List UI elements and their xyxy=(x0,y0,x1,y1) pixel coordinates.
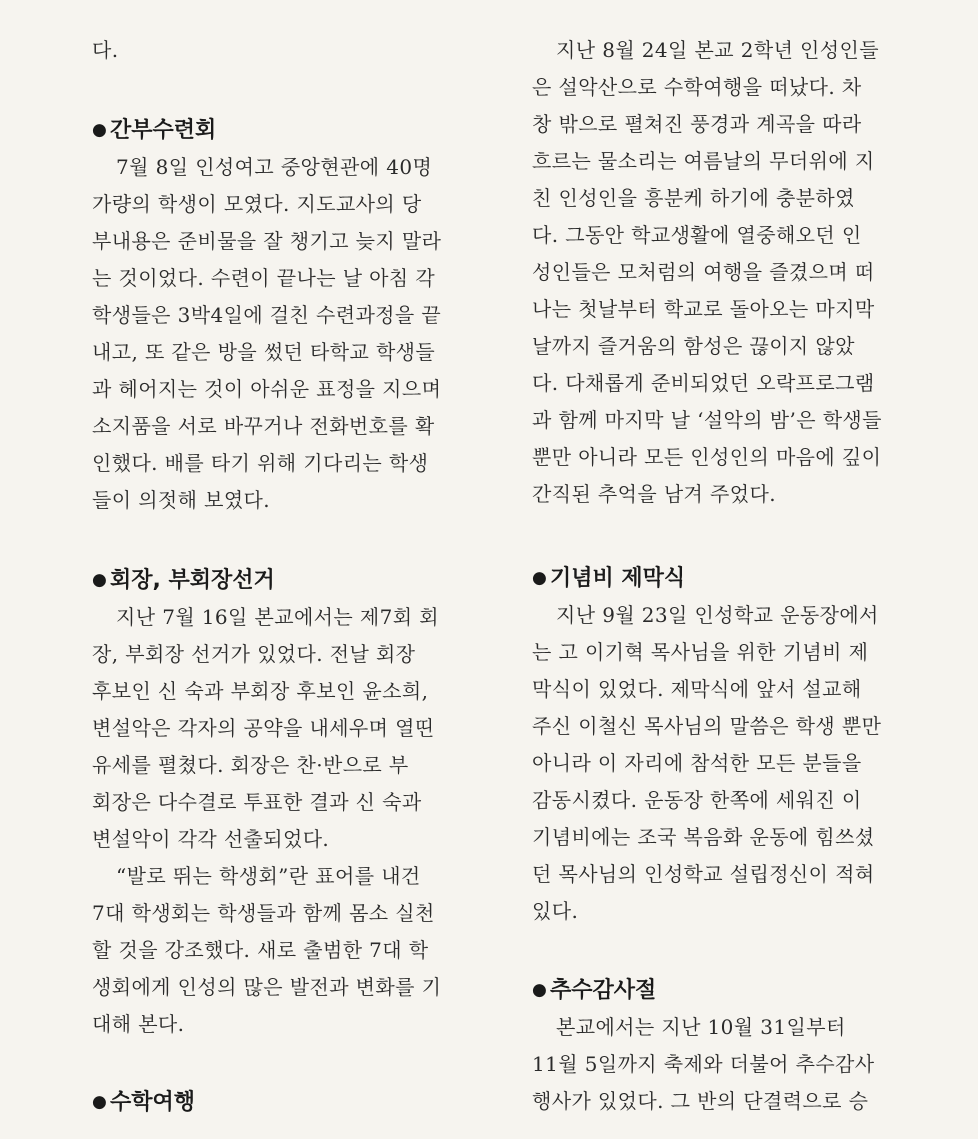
left-top-fragment: 다. xyxy=(92,38,119,62)
paragraph-line: 후보인 신 숙과 부회장 후보인 윤소희, xyxy=(92,679,429,703)
paragraph-line: 감동시켰다. 운동장 한쪽에 세워진 이 xyxy=(532,788,862,812)
paragraph-line: 대해 본다. xyxy=(92,1012,185,1036)
paragraph-line: 회장은 다수결로 투표한 결과 신 숙과 xyxy=(92,790,422,814)
paragraph-line: 과 헤어지는 것이 아쉬운 표정을 지으며 xyxy=(92,377,442,401)
paragraph-line: 부내용은 준비물을 잘 챙기고 늦지 말라 xyxy=(92,229,442,253)
paragraph-line: 생회에게 인성의 많은 발전과 변화를 기 xyxy=(92,975,442,999)
bullet-icon: ● xyxy=(92,570,107,590)
heading-memorial-unveiling: ● 기념비 제막식 xyxy=(532,566,686,591)
paragraph-line: 다. 그동안 학교생활에 열중해오던 인 xyxy=(532,223,862,247)
paragraph-line: 던 목사님의 인성학교 설립정신이 적혀 xyxy=(532,862,875,886)
paragraph-line: 7대 학생회는 학생들과 함께 몸소 실천 xyxy=(92,901,435,925)
paragraph-line: 나는 첫날부터 학교로 돌아오는 마지막 xyxy=(532,297,875,321)
paragraph-line: 지난 9월 23일 인성학교 운동장에서 xyxy=(556,603,879,627)
bullet-icon: ● xyxy=(92,1092,107,1112)
paragraph-line: 은 설악산으로 수학여행을 떠났다. 차 xyxy=(532,75,862,99)
paragraph-line: 행사가 있었다. 그 반의 단결력으로 승 xyxy=(532,1089,869,1113)
paragraph-line: 소지품을 서로 바꾸거나 전화번호를 확 xyxy=(92,414,435,438)
paragraph-line: 간직된 추억을 남겨 주었다. xyxy=(532,482,776,506)
paragraph-line: 는 것이었다. 수련이 끝나는 날 아침 각 xyxy=(92,266,436,290)
paragraph-line: 과 함께 마지막 날 ‘설악의 밤’은 학생들 xyxy=(532,408,882,432)
paragraph-line: 막식이 있었다. 제막식에 앞서 설교해 xyxy=(532,677,862,701)
heading-school-trip: ● 수학여행 xyxy=(92,1090,196,1115)
paragraph-line: 들이 의젓해 보였다. xyxy=(92,488,271,512)
paragraph-line: 할 것을 강조했다. 새로 출범한 7대 학 xyxy=(92,938,429,962)
paragraph-line: 가량의 학생이 모였다. 지도교사의 당 xyxy=(92,192,422,216)
paragraph-line: 기념비에는 조국 복음화 운동에 힘쓰셨 xyxy=(532,825,875,849)
paragraph-line: 내고, 또 같은 방을 썼던 타학교 학생들 xyxy=(92,340,436,364)
paragraph-line: 다. 다채롭게 준비되었던 오락프로그램 xyxy=(532,371,875,395)
heading-leadership-retreat: ● 간부수련회 xyxy=(92,118,217,143)
paragraph-line: 지난 8월 24일 본교 2학년 인성인들 xyxy=(556,38,879,62)
paragraph-line: 인했다. 배를 타기 위해 기다리는 학생 xyxy=(92,451,429,475)
paragraph-line: 있다. xyxy=(532,899,579,923)
paragraph-line: 장, 부회장 선거가 있었다. 전날 회장 xyxy=(92,642,416,666)
paragraph-line: “발로 뛰는 학생회”란 표어를 내건 xyxy=(116,864,421,888)
heading-student-election: ● 회장, 부회장선거 xyxy=(92,568,275,593)
bullet-icon: ● xyxy=(532,568,547,588)
paragraph-line: 주신 이철신 목사님의 말씀은 학생 뿐만 xyxy=(532,714,882,738)
paragraph-line: 아니라 이 자리에 참석한 모든 분들을 xyxy=(532,751,862,775)
paragraph-line: 뿐만 아니라 모든 인성인의 마음에 깊이 xyxy=(532,445,882,469)
bullet-icon: ● xyxy=(532,980,547,1000)
paragraph-line: 는 고 이기혁 목사님을 위한 기념비 제 xyxy=(532,640,869,664)
paragraph-line: 날까지 즐거움의 함성은 끊이지 않았 xyxy=(532,334,855,358)
paragraph-line: 학생들은 3박4일에 걸친 수련과정을 끝 xyxy=(92,303,442,327)
paragraph-line: 친 인성인을 흥분케 하기에 충분하였 xyxy=(532,186,855,210)
heading-thanksgiving: ● 추수감사절 xyxy=(532,978,657,1003)
paragraph-line: 유세를 펼쳤다. 회장은 찬·반으로 부 xyxy=(92,753,409,777)
paragraph-line: 성인들은 모처럼의 여행을 즐겼으며 떠 xyxy=(532,260,875,284)
paragraph-line: 7월 8일 인성여고 중앙현관에 40명 xyxy=(116,155,433,179)
paragraph-line: 변설악은 각자의 공약을 내세우며 열띤 xyxy=(92,716,435,740)
paragraph-line: 흐르는 물소리는 여름날의 무더위에 지 xyxy=(532,149,875,173)
paragraph-line: 지난 7월 16일 본교에서는 제7회 회 xyxy=(116,605,439,629)
bullet-icon: ● xyxy=(92,120,107,140)
paragraph-line: 변설악이 각각 선출되었다. xyxy=(92,827,330,851)
paragraph-line: 창 밖으로 펼쳐진 풍경과 계곡을 따라 xyxy=(532,112,862,136)
paragraph-line: 본교에서는 지난 10월 31일부터 xyxy=(556,1015,846,1039)
paragraph-line: 11월 5일까지 축제와 더불어 추수감사 xyxy=(532,1052,875,1076)
